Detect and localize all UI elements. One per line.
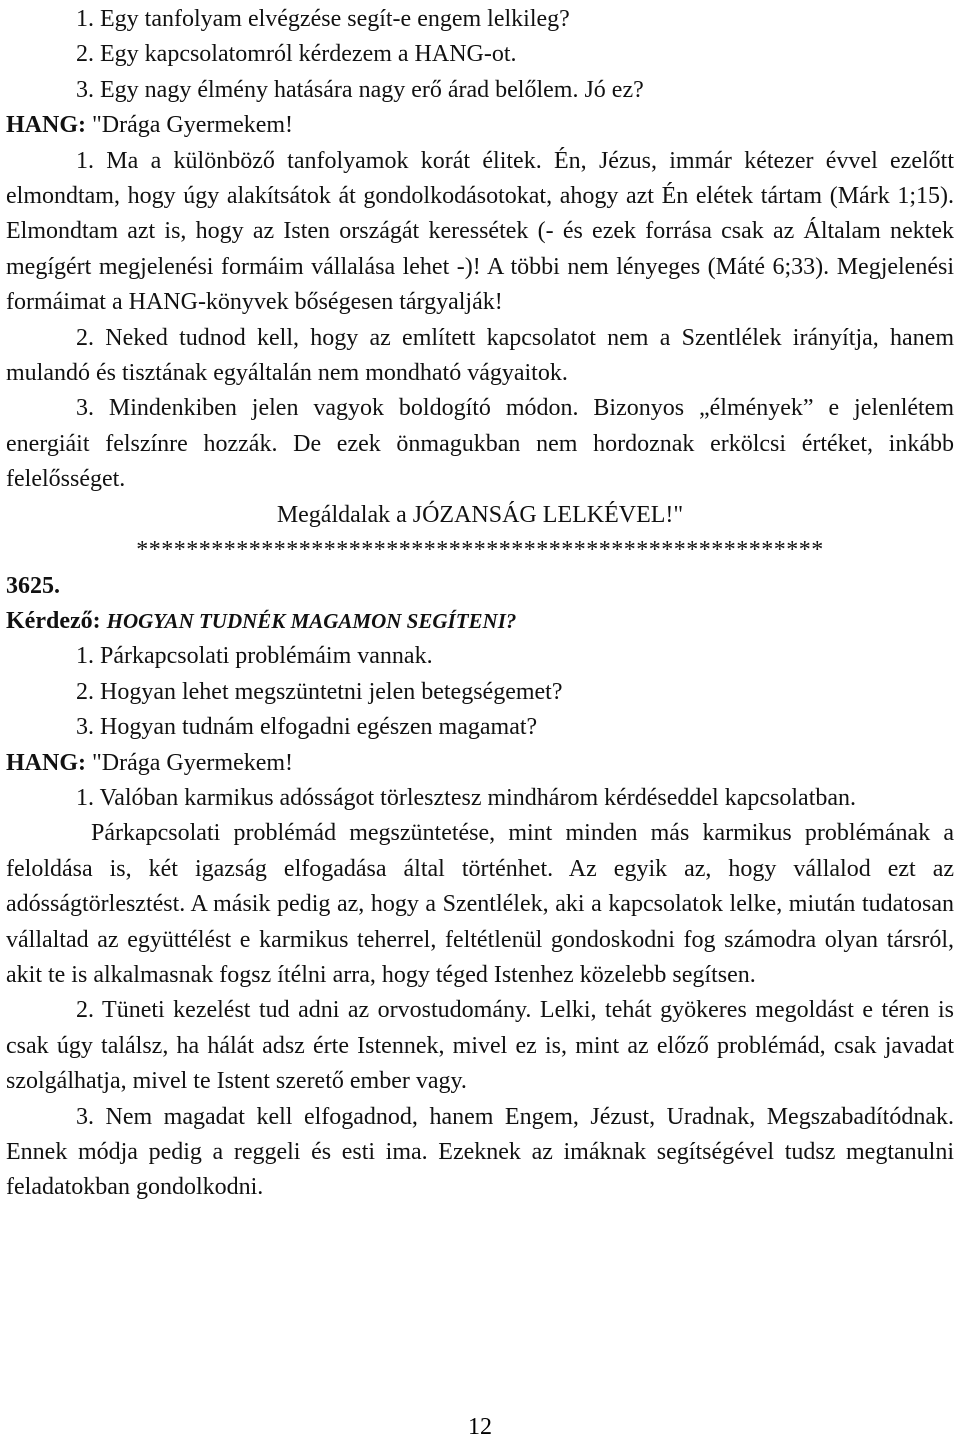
question-heading: [6, 604, 954, 639]
question-title: HOGYAN TUDNÉK MAGAMON SEGÍTENI?: [106, 608, 517, 633]
blessing-line: Megáldalak a JÓZANSÁG LELKÉVEL!": [276, 501, 684, 528]
hang-heading: [6, 746, 954, 781]
question-label: Kérdező:: [6, 607, 101, 634]
list-item: 1. Párkapcsolati problémáim vannak.: [76, 643, 433, 670]
answer-paragraph: Párkapcsolati problémád megszüntetése, mint minden más karmikus problémának a feloldása is, két igazság elfogadása által történhet. Az egyik az, hogy vállalod ezt az adósságtörlesztést. A másik pedig az, hogy a Szentlélek, aki a kapcsolatok lelke, miután tudatosan vállaltad az együttélést e karmikus teherrel, feltétlenül gondoskodni fog számodra olyan társról, akit te is alkalmasnak fogsz ítélni arra, hogy téged Istenhez közelebb segítsen.: [6, 820, 954, 988]
entry-number: 3625.: [6, 572, 60, 599]
page-number: 12: [468, 1414, 492, 1440]
list-item: 2. Hogyan lehet megszüntetni jelen betegségemet?: [76, 678, 563, 705]
hang-label: HANG:: [6, 112, 86, 139]
list-item: 3. Hogyan tudnám elfogadni egészen magamat?: [76, 714, 538, 741]
hang-greeting: "Drága Gyermekem!: [86, 112, 294, 139]
list-item: 2. Egy kapcsolatomról kérdezem a HANG-ot.: [76, 41, 517, 68]
answer-paragraph: 2. Tüneti kezelést tud adni az orvostudomány. Lelki, tehát gyökeres megoldást e téren is csak úgy találsz, ha hálát adsz érte Istennek, mivel ez is, mint az előző problémád, csak javadat szolgálhatja, mivel te Istent szerető ember vagy.: [6, 997, 954, 1095]
hang-greeting: "Drága Gyermekem!: [86, 749, 294, 776]
answer-paragraph: 3. Nem magadat kell elfogadnod, hanem Engem, Jézust, Uradnak, Megszabadítódnak. Ennek módja pedig a reggeli és esti ima. Ezeknek az imáknak segítségével tudsz megtanulni feladatokban gondolkodni.: [6, 1103, 954, 1201]
list-item: 3. Egy nagy élmény hatására nagy erő árad belőlem. Jó ez?: [76, 76, 644, 103]
answer-paragraph: 3. Mindenkiben jelen vagyok boldogító módon. Bizonyos „élmények” e jelenlétem energiáit felszínre hozzák. De ezek önmagukban nem hordoznak erkölcsi értéket, inkább felelősséget.: [6, 395, 954, 493]
hang-label: HANG:: [6, 749, 86, 776]
answer-paragraph: 2. Neked tudnod kell, hogy az említett kapcsolatot nem a Szentlélek irányítja, hanem mulandó és tisztának egyáltalán nem mondható vágyaitok.: [6, 324, 954, 387]
answer-paragraph: 1. Valóban karmikus adósságot törlesztesz mindhárom kérdéseddel kapcsolatban.: [76, 784, 857, 811]
answer-paragraph: 1. Ma a különböző tanfolyamok korát élitek. Én, Jézus, immár kétezer évvel ezelőtt elmondtam, hogy úgy alakítsátok át gondolkodásotokat, ahogy azt Én elétek tártam (Márk 1;15). Elmondtam azt is, hogy az Isten országát keressétek (- és ezek forrása csak az Általam nektek megígért megjelenési formáim vállalása lehet -)! A többi nem lényeges (Máté 6;33). Megjelenési formáimat a HANG-könyvek bőségesen tárgyalják!: [6, 147, 954, 316]
separator-stars: *******************************************************: [136, 537, 824, 564]
list-item: 1. Egy tanfolyam elvégzése segít-e engem lelkileg?: [76, 6, 570, 32]
hang-heading: [6, 108, 954, 143]
